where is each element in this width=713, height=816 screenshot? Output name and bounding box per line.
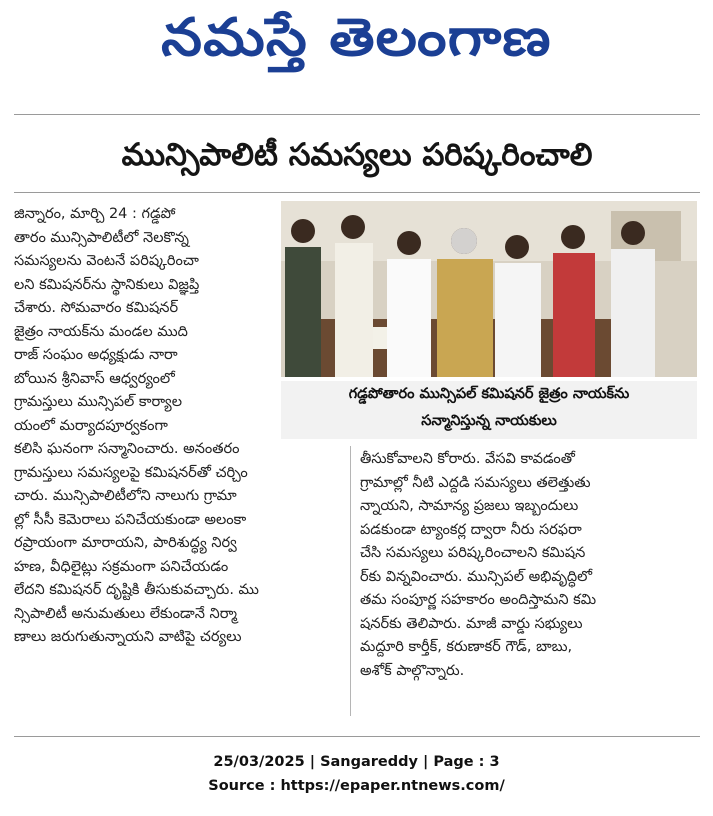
body-line: న్సిపాలిటీ అనుమతులు లేకుండానే నిర్మా	[14, 605, 237, 622]
header-divider	[14, 114, 700, 115]
body-line: మద్దూరి కార్తీక్, కరుణాకర్ గౌడ్, బాబు,	[360, 639, 573, 655]
body-line: గ్రామస్తులు మున్సిపల్ కార్యాల	[14, 394, 182, 410]
caption-line: గడ్డపోతారం మున్సిపల్ కమిషనర్ జైత్రం నాయక్‌ను	[348, 386, 630, 402]
article-body-left-column	[14, 203, 276, 650]
body-line: కలిసి ఘనంగా సన్మానించారు. అనంతరం	[14, 441, 240, 457]
article-body-right-column	[360, 448, 698, 683]
body-line: ల్లో సీసీ కెమెరాలు పనిచేయకుండా అలంకా	[14, 511, 247, 528]
body-line: తమ సంపూర్ణ సహకారం అందిస్తామని కమి	[360, 592, 597, 608]
photo-caption	[281, 381, 697, 439]
body-line: లని కమిషనర్‌ను స్థానికులు విజ్ఞప్తి	[14, 276, 200, 293]
edition-info: 25/03/2025 | Sangareddy | Page : 3	[213, 754, 500, 770]
group-photo-illustration	[281, 201, 697, 377]
body-line: గ్రామస్తులు సమస్యలపై కమిషనర్‌తో చర్చిం	[14, 464, 248, 481]
body-line: అశోక్ పాల్గొన్నారు.	[360, 662, 465, 679]
body-line: బోయిన శ్రీనివాస్ ఆధ్వర్యంలో	[14, 370, 175, 387]
body-line: ర్‌కు విన్నవించారు. మున్సిపల్ అభివృద్ధిలో	[360, 568, 593, 585]
body-line: జైత్రం నాయక్‌ను మండల ముది	[14, 323, 188, 340]
body-line: గ్రామాల్లో నీటి ఎద్దడి సమస్యలు తలెత్తుతు	[360, 474, 591, 491]
body-line: తారం మున్సిపాలిటీలో నెలకొన్న	[14, 229, 189, 246]
headline-divider	[14, 192, 700, 193]
article-photo	[281, 201, 697, 377]
body-line: హణ, వీధిలైట్లు సక్రమంగా పనిచేయడం	[14, 558, 229, 575]
body-line: ణాలు జరుగుతున్నాయని వాటిపై చర్యలు	[14, 629, 242, 645]
body-line: జిన్నారం, మార్చి 24 : గడ్డపో	[14, 206, 176, 222]
masthead	[0, 0, 713, 88]
body-line: తీసుకోవాలని కోరారు. వేసవి కావడంతో	[360, 451, 575, 467]
newspaper-logo: నమస్తే తెలంగాణ	[161, 7, 552, 68]
body-line: యంలో మర్యాదపూర్వకంగా	[14, 417, 168, 434]
body-line: షనర్‌కు తెలిపారు. మాజీ వార్డు సభ్యులు	[360, 615, 583, 632]
footer-divider	[14, 736, 700, 737]
body-line: రప్రాయంగా మారాయని, పారిశుద్ధ్య నిర్వ	[14, 535, 237, 551]
body-line: న్నాయని, సామాన్య ప్రజలు ఇబ్బందులు	[360, 498, 579, 514]
body-line: లేదని కమిషనర్ దృష్టికి తీసుకువచ్చారు. ము	[14, 582, 259, 598]
body-line: సమస్యలను వెంటనే పరిష్కరించా	[14, 253, 199, 269]
body-line: రాజ్ సంఘం అధ్యక్షుడు నారా	[14, 347, 178, 363]
body-line: పడకుండా ట్యాంకర్ల ద్వారా నీరు సరఫరా	[360, 521, 582, 538]
body-line: చారు. మున్సిపాలిటీలోని నాలుగు గ్రామా	[14, 488, 237, 504]
body-line: చేసి సమస్యలు పరిష్కరించాలని కమిషన	[360, 545, 586, 561]
column-divider	[350, 446, 351, 716]
article-headline: మున్సిపాలిటీ సమస్యలు పరిష్కరించాలి	[121, 137, 593, 173]
caption-line: సన్మానిస్తున్న నాయకులు	[421, 413, 557, 429]
body-line: చేశారు. సోమవారం కమిషనర్	[14, 300, 179, 316]
source-link[interactable]: Source : https://epaper.ntnews.com/	[208, 778, 505, 794]
